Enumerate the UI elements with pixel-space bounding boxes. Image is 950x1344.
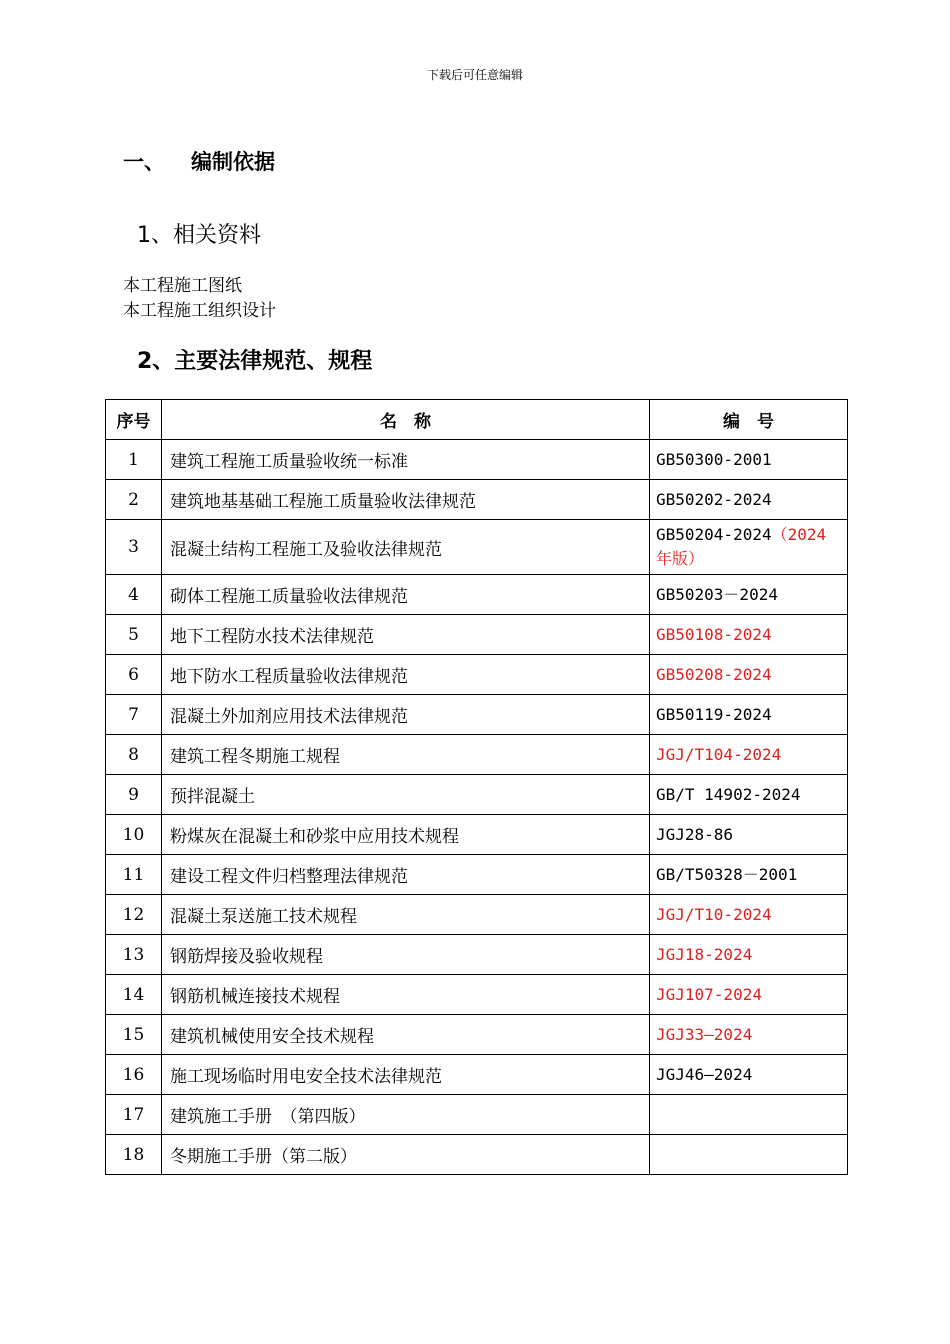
row-code: JGJ/T10-2024 [650,895,848,935]
row-code: GB50300-2001 [650,440,848,480]
table-row [106,615,848,655]
row-index: 17 [106,1095,162,1135]
row-code: GB50208-2024 [650,655,848,695]
row-name: 砌体工程施工质量验收法律规范 [162,575,650,615]
table-row [106,975,848,1015]
row-code: GB/T 14902-2024 [650,775,848,815]
row-code: GB50119-2024 [650,695,848,735]
row-code: GB50204-2024（2024年版） [650,520,848,575]
table-header-row [106,400,848,440]
table-row [106,520,848,575]
row-name: 建筑工程冬期施工规程 [162,735,650,775]
table-row [106,575,848,615]
row-name: 混凝土结构工程施工及验收法律规范 [162,520,650,575]
section-heading [123,146,275,176]
row-name: 预拌混凝土 [162,775,650,815]
header-index: 序号 [106,400,162,440]
row-name: 钢筋焊接及验收规程 [162,935,650,975]
table-row [106,1135,848,1175]
row-name: 建设工程文件归档整理法律规范 [162,855,650,895]
table-row [106,775,848,815]
table-row [106,655,848,695]
table-row [106,1095,848,1135]
row-code: JGJ33—2024 [650,1015,848,1055]
row-code: GB50108-2024 [650,615,848,655]
row-index: 18 [106,1135,162,1175]
row-code: JGJ46—2024 [650,1055,848,1095]
page-header-note: 下载后可任意编辑 [426,68,523,82]
row-name: 施工现场临时用电安全技术法律规范 [162,1055,650,1095]
row-name: 粉煤灰在混凝土和砂浆中应用技术规程 [162,815,650,855]
table-row [106,480,848,520]
row-name: 建筑施工手册 （第四版） [162,1095,650,1135]
row-code [650,1135,848,1175]
row-index: 8 [106,735,162,775]
row-index: 2 [106,480,162,520]
standards-table [105,399,848,1175]
row-index: 16 [106,1055,162,1095]
section-title: 编制依据 [191,150,275,174]
row-name: 混凝土泵送施工技术规程 [162,895,650,935]
subsection-heading-materials: 1、相关资料 [137,223,261,248]
row-name: 地下防水工程质量验收法律规范 [162,655,650,695]
table-row [106,815,848,855]
row-index: 11 [106,855,162,895]
row-index: 6 [106,655,162,695]
row-name: 冬期施工手册（第二版） [162,1135,650,1175]
row-name: 建筑工程施工质量验收统一标准 [162,440,650,480]
header-name: 名 称 [162,400,650,440]
row-index: 9 [106,775,162,815]
row-name: 钢筋机械连接技术规程 [162,975,650,1015]
section-number: 一、 [123,150,165,174]
row-index: 14 [106,975,162,1015]
row-index: 15 [106,1015,162,1055]
row-name: 地下工程防水技术法律规范 [162,615,650,655]
row-index: 3 [106,520,162,575]
row-code: GB50203－2024 [650,575,848,615]
row-code [650,1095,848,1135]
row-index: 10 [106,815,162,855]
row-code: JGJ107-2024 [650,975,848,1015]
table-row [106,895,848,935]
row-name: 混凝土外加剂应用技术法律规范 [162,695,650,735]
row-index: 12 [106,895,162,935]
row-index: 7 [106,695,162,735]
row-code: JGJ18-2024 [650,935,848,975]
table-row [106,1015,848,1055]
row-index: 5 [106,615,162,655]
row-name: 建筑机械使用安全技术规程 [162,1015,650,1055]
table-row [106,855,848,895]
material-item: 本工程施工组织设计 [123,301,276,321]
row-code: JGJ/T104-2024 [650,735,848,775]
row-name: 建筑地基基础工程施工质量验收法律规范 [162,480,650,520]
row-code: GB50202-2024 [650,480,848,520]
row-code: GB/T50328－2001 [650,855,848,895]
row-index: 4 [106,575,162,615]
table-row [106,1055,848,1095]
row-code: JGJ28-86 [650,815,848,855]
row-index: 13 [106,935,162,975]
row-index: 1 [106,440,162,480]
subsection-heading-standards: 2、主要法律规范、规程 [137,349,373,374]
table-row [106,695,848,735]
material-item: 本工程施工图纸 [123,276,242,296]
table-row [106,735,848,775]
header-code: 编 号 [650,400,848,440]
table-row [106,440,848,480]
table-row [106,935,848,975]
